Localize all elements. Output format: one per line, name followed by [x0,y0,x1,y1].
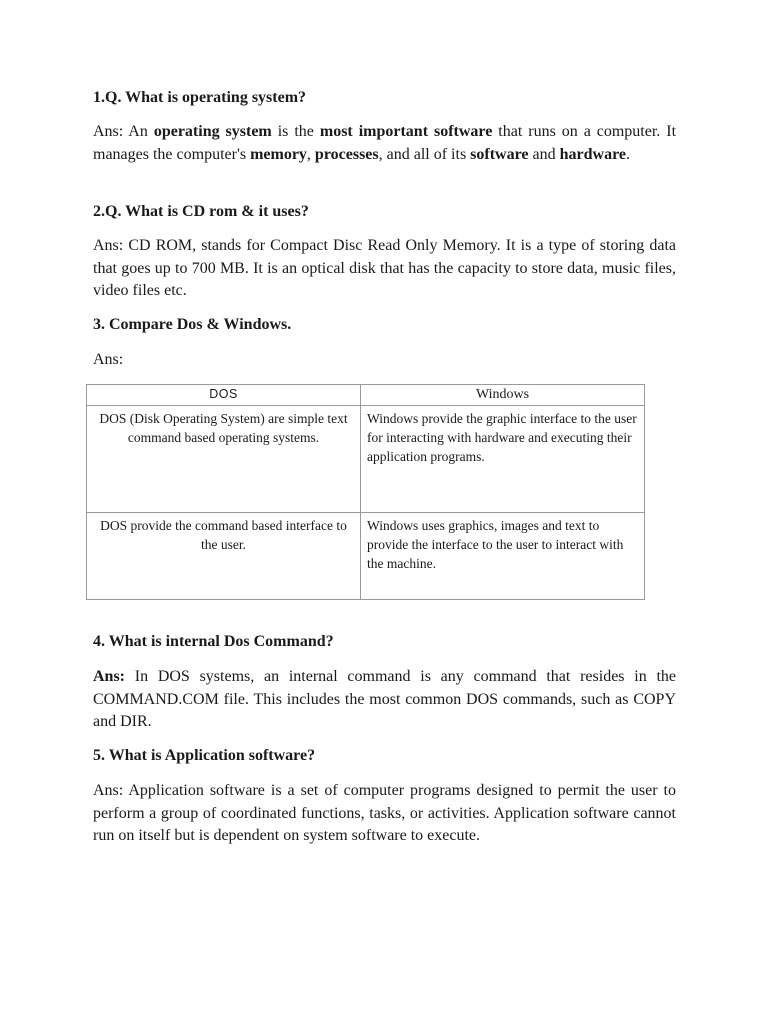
answer-1-text-e: and [528,145,560,163]
answer-5: Ans: Application software is a set of computer programs designed to permit the user to perform a group of coordinated functions, tasks, or activities. Application software cannot run on itself but is dependent on system software to execute. [93,782,676,844]
question-1: 1.Q. What is operating system? [93,89,307,106]
answer-4-text: In DOS systems, an internal command is any command that resides in the COMMAND.COM file. This includes the most common DOS commands, such as COPY and DIR. [93,668,676,730]
term-operating-system: operating system [153,123,272,140]
question-5: 5. What is Application software? [93,747,316,764]
table-cell-windows: Windows uses graphics, images and text to provide the interface to the user to interact with the machine. [361,513,645,600]
question-2: 2.Q. What is CD rom & it uses? [93,203,309,220]
answer-2: Ans: CD ROM, stands for Compact Disc Read Only Memory. It is a type of storing data that goes up to 700 MB. It is an optical disk that has the capacity to store data, music files, video files etc. [93,237,676,299]
term-hardware: hardware [559,145,627,163]
answer-1-prefix: Ans: An [93,123,154,140]
term-processes: processes [314,145,379,163]
table-cell-dos: DOS (Disk Operating System) are simple text command based operating systems. [87,406,361,513]
answer-1-text-b: that runs on a computer. It manages the computer's [93,123,677,163]
table-header-windows: Windows [361,385,645,406]
answer-1-text-a: is the [271,123,320,140]
table-row [87,406,645,513]
answer-4 [93,666,676,734]
table-cell-dos: DOS provide the command based interface to the user. [87,513,361,600]
term-memory: memory [250,145,307,163]
table-cell-windows: Windows provide the graphic interface to the user for interacting with hardware and executing their application programs. [361,406,645,513]
table-row [87,513,645,600]
answer-1 [93,121,676,166]
table-header-dos: DOS [87,385,361,406]
question-3: 3. Compare Dos & Windows. [93,316,292,333]
question-4: 4. What is internal Dos Command? [93,633,334,650]
answer-3-label: Ans: [93,351,124,368]
answer-1-text-c: , [306,145,315,163]
table-header-row [87,385,645,406]
term-most-important-software: most important software [319,123,493,140]
answer-1-text-f: . [626,145,631,163]
comparison-table [86,384,645,600]
answer-1-text-d: , and all of its [378,145,471,163]
term-software: software [470,145,529,163]
answer-4-label: Ans: [93,668,126,685]
